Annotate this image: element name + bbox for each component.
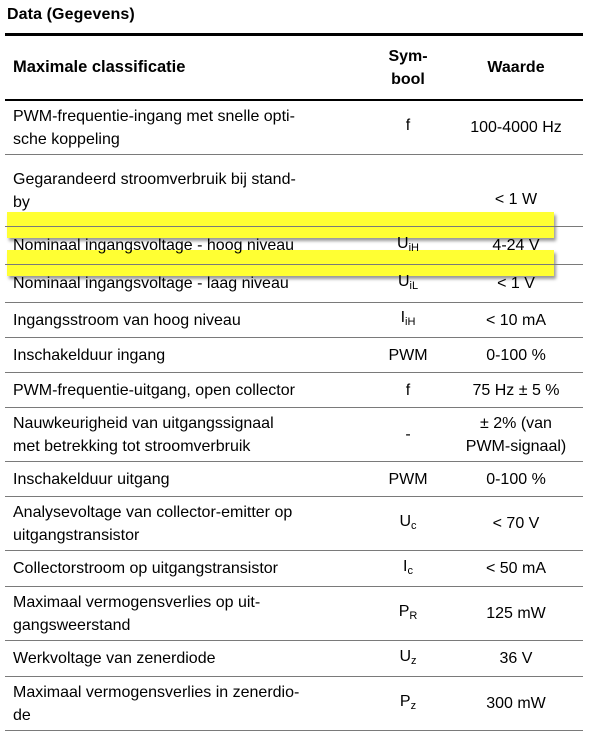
row-symbol: f xyxy=(367,373,449,408)
row-symbol: Uc xyxy=(367,497,449,551)
table-row xyxy=(5,551,583,587)
table-row xyxy=(5,462,583,497)
row-value: 75 Hz ± 5 % xyxy=(449,373,583,408)
row-parameter: Ingangsstroom van hoog niveau xyxy=(5,303,367,338)
row-parameter: Inschakelduur ingang xyxy=(5,338,367,373)
row-parameter: Werkvoltage van zenerdiode xyxy=(5,641,367,677)
specifications-table xyxy=(5,33,583,731)
header-symbol xyxy=(367,35,449,101)
document-title: Data (Gegevens) xyxy=(7,6,135,23)
table-row-highlighted xyxy=(5,265,583,303)
row-parameter: PWM-frequentie-uitgang, open collector xyxy=(5,373,367,408)
row-parameter: Analysevoltage van collector-emitter op uitgangstransistor xyxy=(5,497,367,551)
row-symbol: Pz xyxy=(367,677,449,731)
row-symbol: UiH xyxy=(367,227,449,265)
row-parameter: Maximaal vermogensverlies in zenerdio- de xyxy=(5,677,367,731)
row-parameter: PWM-frequentie-ingang met snelle opti- sche koppeling xyxy=(5,100,367,155)
row-symbol: PWM xyxy=(367,462,449,497)
row-value: < 70 V xyxy=(449,497,583,551)
row-value: ± 2% (van PWM-signaal) xyxy=(449,408,583,462)
table-header-row xyxy=(5,35,583,101)
table-row xyxy=(5,641,583,677)
table-row-highlighted xyxy=(5,227,583,265)
row-symbol: PR xyxy=(367,587,449,641)
row-value: < 1 W xyxy=(449,155,583,227)
table-row xyxy=(5,677,583,731)
row-symbol: PWM xyxy=(367,338,449,373)
row-value: 100-4000 Hz xyxy=(449,100,583,155)
row-value: 0-100 % xyxy=(449,338,583,373)
header-parameter: Maximale classificatie xyxy=(5,35,367,101)
row-parameter: Gegarandeerd stroomverbruik bij stand- by xyxy=(5,155,367,227)
row-symbol: IiH xyxy=(367,303,449,338)
table-row xyxy=(5,155,583,227)
header-symbol-line2: bool xyxy=(391,70,425,88)
row-value: 300 mW xyxy=(449,677,583,731)
table-row xyxy=(5,587,583,641)
header-symbol-line1: Sym- xyxy=(388,47,428,65)
table-row xyxy=(5,497,583,551)
row-value: 125 mW xyxy=(449,587,583,641)
table-row xyxy=(5,373,583,408)
row-parameter: Nominaal ingangsvoltage - laag niveau xyxy=(5,265,367,303)
row-value: < 10 mA xyxy=(449,303,583,338)
row-value: 4-24 V xyxy=(449,227,583,265)
row-parameter: Collectorstroom op uitgangstransistor xyxy=(5,551,367,587)
row-symbol: Uz xyxy=(367,641,449,677)
row-value: 36 V xyxy=(449,641,583,677)
header-value: Waarde xyxy=(449,35,583,101)
row-value: 0-100 % xyxy=(449,462,583,497)
table-row xyxy=(5,338,583,373)
row-symbol xyxy=(367,155,449,227)
table-row xyxy=(5,100,583,155)
table-row xyxy=(5,303,583,338)
table-row xyxy=(5,408,583,462)
row-symbol: UiL xyxy=(367,265,449,303)
row-value: < 50 mA xyxy=(449,551,583,587)
row-symbol: f xyxy=(367,100,449,155)
row-symbol: Ic xyxy=(367,551,449,587)
row-symbol: - xyxy=(367,408,449,462)
row-parameter: Maximaal vermogensverlies op uit- gangsweerstand xyxy=(5,587,367,641)
row-parameter: Nominaal ingangsvoltage - hoog niveau xyxy=(5,227,367,265)
row-value: < 1 V xyxy=(449,265,583,303)
row-parameter: Nauwkeurigheid van uitgangssignaal met betrekking tot stroomverbruik xyxy=(5,408,367,462)
row-parameter: Inschakelduur uitgang xyxy=(5,462,367,497)
